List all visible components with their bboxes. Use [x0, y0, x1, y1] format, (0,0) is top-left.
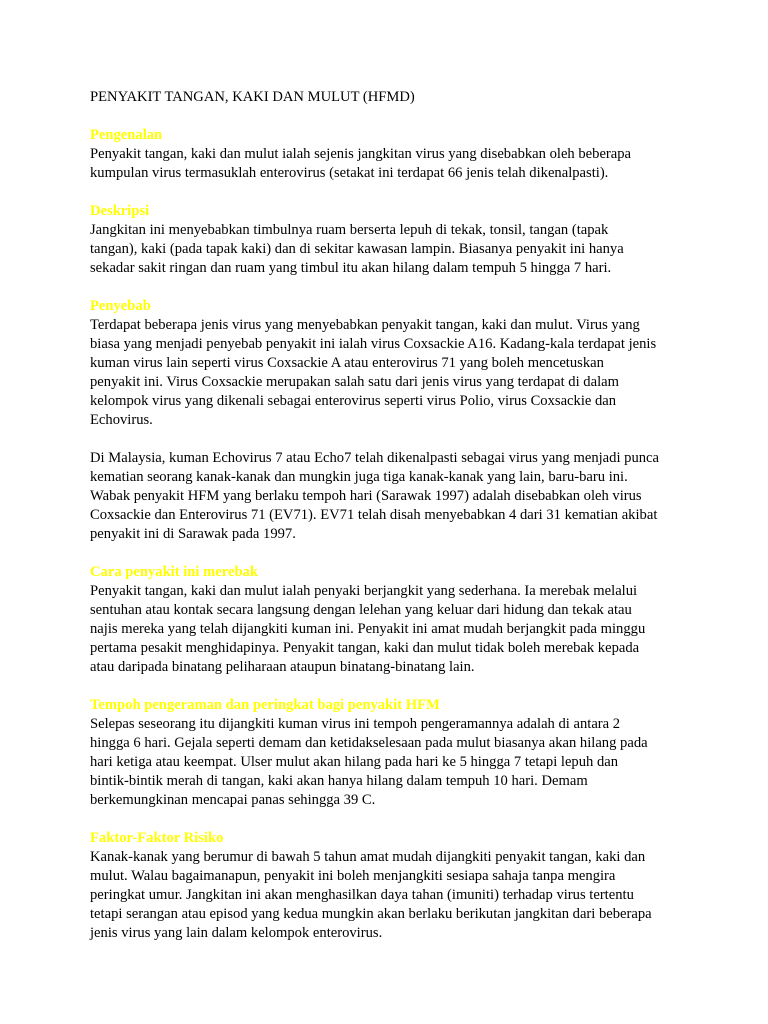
section-heading: Tempoh pengeraman dan peringkat bagi penyakit HFM — [90, 697, 440, 713]
section-paragraph: Di Malaysia, kuman Echovirus 7 atau Echo7 telah dikenalpasti sebagai virus yang menjadi punca kematian seorang kanak-kanak dan mungkin juga tiga kanak-kanak yang lain, baru-baru ini. Wabak penyakit HFM yang berlaku tempoh hari (Sarawak 1997) adalah disebabkan oleh virus Coxsackie dan Enterovirus 71 (EV71). EV71 telah disah menyebabkan 4 dari 31 kematian akibat penyakit ini di Sarawak pada 1997. — [90, 450, 659, 542]
section-pengenalan — [90, 126, 690, 183]
section-paragraph: Kanak-kanak yang berumur di bawah 5 tahun amat mudah dijangkiti penyakit tangan, kaki dan mulut. Walau bagaimanapun, penyakit ini boleh menjangkiti sesiapa sahaja tanpa mengira peringkat umur. Jangkitan ini akan menghasilkan daya tahan (imuniti) terhadap virus tertentu tetapi serangan atau episod yang kedua mungkin akan berlaku berikutan jangkitan dari beberapa jenis virus yang lain dalam kelompok enterovirus. — [90, 849, 652, 941]
section-paragraph: Penyakit tangan, kaki dan mulut ialah penyaki berjangkit yang sederhana. Ia merebak melalui sentuhan atau kontak secara langsung dengan lelehan yang keluar dari hidung dan tekak atau najis mereka yang telah dijangkiti kuman ini. Penyakit ini amat mudah berjangkit pada minggu pertama pesakit menghidapinya. Penyakit tangan, kaki dan mulut tidak boleh merebak kepada atau daripada binatang peliharaan ataupun binatang-binatang lain. — [90, 583, 646, 675]
section-paragraph: Selepas seseorang itu dijangkiti kuman virus ini tempoh pengeramannya adalah di antara 2 hingga 6 hari. Gejala seperti demam dan ketidakselesaan pada mulut biasanya akan hilang pada hari ketiga atau keempat. Ulser mulut akan hilang pada hari ke 5 hingga 7 tetapi lepuh dan bintik-bintik merah di tangan, kaki akan hanya hilang dalam tempuh 10 hari. Demam berkemungkinan mencapai panas sehingga 39 C. — [90, 716, 648, 808]
section-heading: Faktor-Faktor Risiko — [90, 830, 224, 846]
section-paragraph: Terdapat beberapa jenis virus yang menyebabkan penyakit tangan, kaki dan mulut. Virus yang biasa yang menjadi penyebab penyakit ini ialah virus Coxsackie A16. Kadang-kala terdapat jenis kuman virus lain seperti virus Coxsackie A atau enterovirus 71 yang boleh mencetuskan penyakit ini. Virus Coxsackie merupakan salah satu dari jenis virus yang terdapat di dalam kelompok virus yang dikenali sebagai enterovirus seperti virus Polio, virus Coxsackie dan Echovirus. — [90, 317, 657, 428]
document-title: PENYAKIT TANGAN, KAKI DAN MULUT (HFMD) — [90, 89, 415, 105]
section-heading: Cara penyakit ini merebak — [90, 564, 258, 580]
section-tempoh-pengeraman — [90, 696, 690, 810]
section-deskripsi — [90, 202, 690, 278]
section-faktor-risiko — [90, 829, 690, 943]
section-heading: Pengenalan — [90, 127, 163, 143]
section-paragraph: Jangkitan ini menyebabkan timbulnya ruam berserta lepuh di tekak, tonsil, tangan (tapak tangan), kaki (pada tapak kaki) dan di sekitar kawasan lampin. Biasanya penyakit ini hanya sekadar sakit ringan dan ruam yang timbul itu akan hilang dalam tempuh 5 hingga 7 hari. — [90, 222, 624, 276]
section-paragraph: Penyakit tangan, kaki dan mulut ialah sejenis jangkitan virus yang disebabkan oleh beberapa kumpulan virus termasuklah enterovirus (setakat ini terdapat 66 jenis telah dikenalpasti). — [90, 146, 632, 181]
section-heading: Deskripsi — [90, 203, 150, 219]
section-cara-merebak — [90, 563, 690, 677]
document-page — [90, 88, 690, 962]
section-penyebab — [90, 297, 690, 544]
section-heading: Penyebab — [90, 298, 151, 314]
